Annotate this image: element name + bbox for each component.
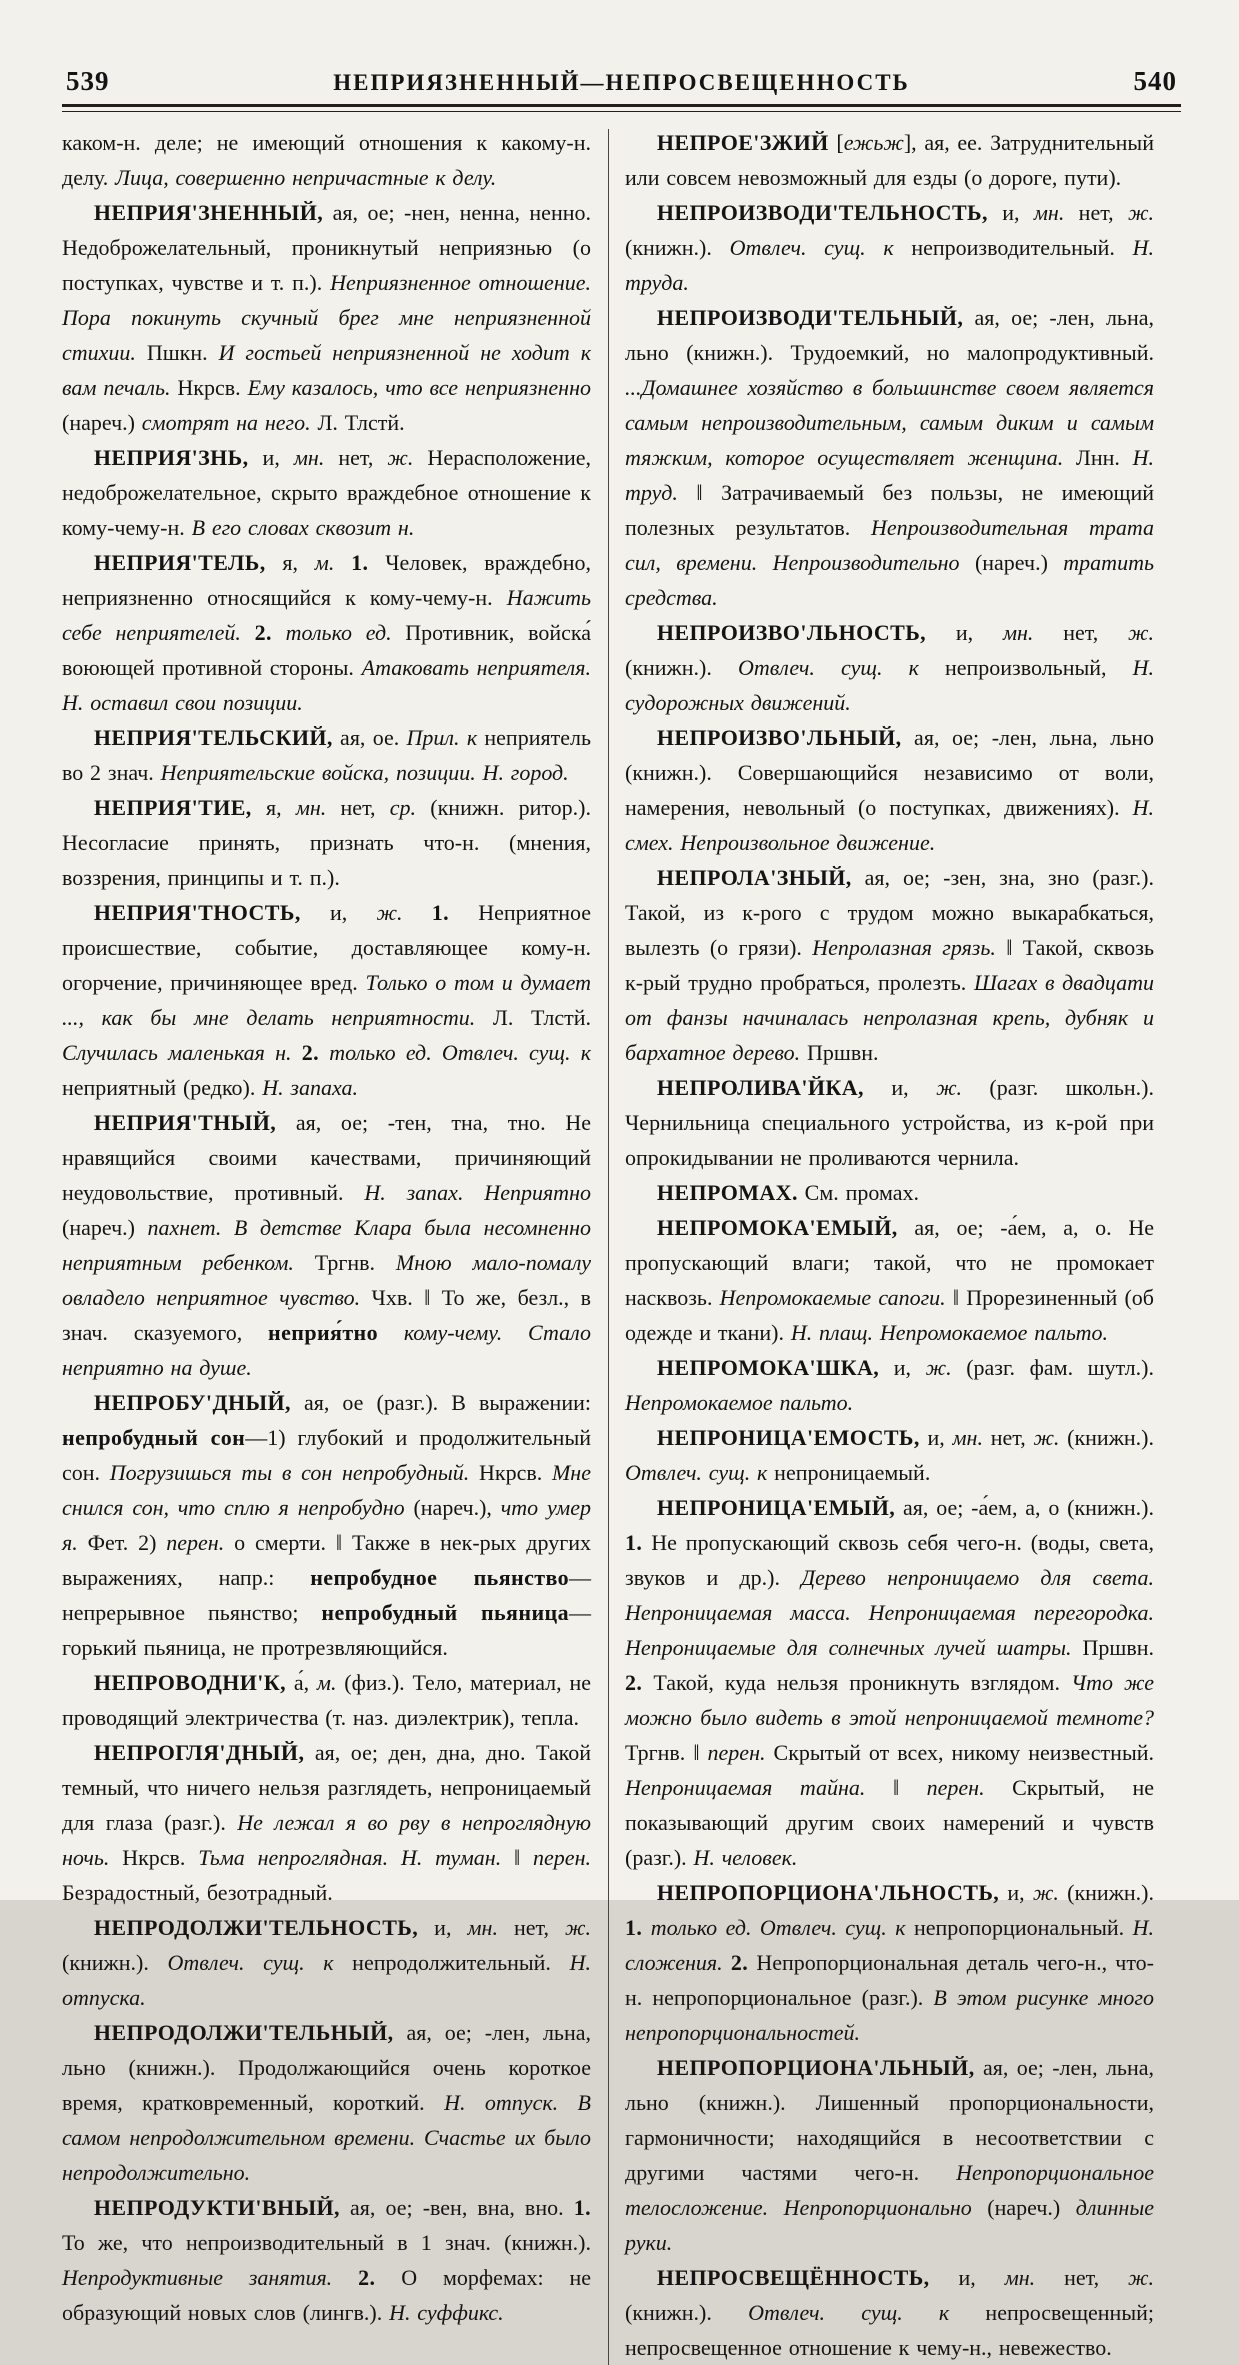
entry-example-italic: Мною мало-помалу овладело неприятное чувство. [62,1250,591,1310]
dictionary-entry [625,2260,1154,2365]
entry-text: (нареч.), [404,1495,501,1520]
entry-example-italic: смотрят на него. [141,410,311,435]
entry-text: ая, ое; -лен, льна, льно (книжн.). Продолжающийся очень короткое время, кратковременный, короткий. [62,2020,591,2115]
entry-headword-or-bold: НЕПРОСВЕЩЁННОСТЬ, [656,2265,930,2290]
entry-example-italic: Н. плащ. Непромокаемое пальто. [790,1320,1108,1345]
entry-example-italic: только ед. Отвлеч. сущ. к [329,1040,591,1065]
entry-example-italic: Непролазная грязь. [812,935,996,960]
entry-text: Пшкн. [135,340,219,365]
entry-headword-or-bold: НЕПРОИЗВОДИ'ТЕЛЬНОСТЬ, [656,200,988,225]
entry-example-italic: В его словах сквозит н. [191,515,415,540]
entry-example-italic: Случилась маленькая н. [62,1040,292,1065]
entry-headword-or-bold: НЕПРОНИЦА'ЕМОСТЬ, [656,1425,920,1450]
entry-example-italic: Отвлеч. сущ. к [729,235,894,260]
entry-text: (книжн.). [625,655,738,680]
entry-text [292,1040,302,1065]
entry-example-italic: Н. труда. [625,235,1154,295]
entry-text: ая, ое. [332,725,407,750]
dictionary-entry [62,2015,591,2190]
entry-headword-or-bold: 2. [358,2265,376,2290]
entry-example-italic: Мне снился сон, что сплю я непробудно [62,1460,591,1520]
entry-text [332,2265,358,2290]
dictionary-entry [62,1105,591,1385]
dictionary-entry [625,1420,1154,1490]
entry-example-italic: ж. [387,445,414,470]
entry-example-italic: мн. [1004,2265,1036,2290]
entry-text: ая, ое; -лен, льна, льно (книжн.). Совершающийся независимо от воли, намерения, невольный (о поступках, движениях). [625,725,1154,820]
dictionary-entry [625,1350,1154,1420]
entry-example-italic: ср. [389,795,417,820]
entry-example-italic: мн. [467,1915,498,1940]
dictionary-entry [62,790,591,895]
entry-headword-or-bold: НЕПРИЯ'ТНЫЙ, [93,1110,277,1135]
entry-text: непросвещенный; непросвещенное отношение к чему-н., невежество. [625,2300,1154,2360]
entry-example-italic: мн. [1033,200,1065,225]
entry-text: я, [251,795,296,820]
entry-headword-or-bold: НЕПРОГЛЯ'ДНЫЙ, [93,1740,305,1765]
entry-text: (нареч.) [62,410,142,435]
entry-text: ая, ое; -лен, льна, льно (книжн.). Трудоемкий, но малопродуктивный. [625,305,1154,365]
entry-example-italic: мн. [952,1425,983,1450]
entry-example-italic: ж. [565,1915,591,1940]
entry-text: ‖ Прорезиненный (об одежде и ткани). [625,1285,1154,1345]
entry-example-italic: Погрузишься ты в сон непробудный. [109,1460,470,1485]
entry-text: (книжн.). [1059,1425,1154,1450]
dictionary-entry [62,1665,591,1735]
dictionary-entry [625,125,1154,195]
entry-example-italic: перен. [533,1845,591,1870]
entry-text: Л. Тлстй. [310,410,405,435]
entry-example-italic: ж. [1128,620,1154,645]
entry-text [241,620,255,645]
entry-headword-or-bold: неприя́тно [268,1320,379,1345]
entry-text: я, [265,550,315,575]
entry-text [319,1040,329,1065]
entry-example-italic: Непропорциональное телосложение. Непропорционально [625,2160,1154,2220]
entry-example-italic: Н. труд. [625,445,1154,505]
entry-text: каком-н. деле; не имеющий отношения к какому-н. делу. [62,130,591,190]
dictionary-entry [62,195,591,440]
entry-headword-or-bold: 1. [431,900,450,925]
entry-headword-or-bold: НЕПРИЯ'ТНОСТЬ, [93,900,301,925]
entry-example-italic: Н. судорожных движений. [625,655,1155,715]
entry-example-italic: Только о том и думает ..., как бы мне делать неприятности. [62,970,591,1030]
entry-headword-or-bold: НЕПРОПОРЦИОНА'ЛЬНОСТЬ, [656,1880,1000,1905]
entry-text: нет, [324,445,388,470]
entry-headword-or-bold: НЕПРИЯ'ТИЕ, [93,795,252,820]
column-right [625,125,1154,2365]
entry-example-italic: Непроизводительная трата сил, времени. Непроизводительно [625,515,1154,575]
entry-example-italic: ж. [1128,200,1154,225]
entry-headword-or-bold: НЕПРОДОЛЖИ'ТЕЛЬНОСТЬ, [93,1915,419,1940]
dictionary-entry [625,2050,1154,2260]
entry-example-italic: Не лежал я во рву в непроглядную ночь. [62,1810,591,1870]
dictionary-entry [625,860,1154,1070]
entry-text: ая, ое; -а́ем, а, о. Не пропускающий влаги; такой, что не промокает насквозь. [625,1215,1154,1310]
entry-text: —1) глубокий и продолжительный сон. [62,1425,592,1485]
entry-example-italic: В этом рисунке много непропорциональностей. [625,1985,1154,2045]
entry-headword-or-bold: НЕПРОДОЛЖИ'ТЕЛЬНЫЙ, [93,2020,394,2045]
entry-example-italic: ж. [1128,2265,1154,2290]
entry-text [402,900,431,925]
entry-example-italic: только ед. [285,620,392,645]
entry-example-italic: ж. [1032,1880,1059,1905]
entry-example-italic: Н. суффикс. [389,2300,504,2325]
entry-example-italic: Неприятельские войска, позиции. Н. город. [160,760,569,785]
entry-text: (книжн.). [62,1950,168,1975]
entry-text [272,620,286,645]
entry-example-italic: м. [316,1670,337,1695]
entry-example-italic: Непроницаемая тайна. [625,1775,866,1800]
entry-example-italic: пахнет. В детстве Клара была несомненно неприятным ребенком. [62,1215,591,1275]
entry-headword-or-bold: 2. [625,1670,643,1695]
entry-headword-or-bold: НЕПРИЯ'ТЕЛЬСКИЙ, [93,725,333,750]
entry-text: и, [919,1425,953,1450]
entry-text: и, [300,900,377,925]
entry-example-italic: тратить средства. [625,550,1154,610]
entry-text: ‖ Затрачиваемый без пользы, не имеющий полезных результатов. [625,480,1154,540]
entry-text: О морфемах: не образующий новых слов (лингв.). [62,2265,591,2325]
entry-headword-or-bold: НЕПРОБУ'ДНЫЙ, [93,1390,291,1415]
entry-text: и, [929,2265,1005,2290]
entry-text: —горький пьяница, не протрезвляющийся. [62,1600,591,1660]
entry-headword-or-bold: НЕПРОЕ'ЗЖИЙ [656,130,829,155]
dictionary-entry [62,2190,591,2330]
entry-example-italic: Н. отпуск. В самом непродолжительном времени. Счастье их было непродолжительно. [62,2090,591,2185]
entry-example-italic: Отвлеч. сущ. к [625,1460,768,1485]
entry-text [334,550,351,575]
entry-headword-or-bold: НЕПРОДУКТИ'ВНЫЙ, [93,2195,340,2220]
entry-text: ая, ое; -лен, льна, льно (книжн.). Лишенный пропорциональности, гармоничности; находящийся в несоответствии с другими частями чего-н. [625,2055,1154,2185]
entry-headword-or-bold: 2. [730,1950,749,1975]
entry-headword-or-bold: непробудный пьяница [321,1600,569,1625]
entry-text: непроизводительный. [893,235,1133,260]
entry-text: ‖ [865,1775,927,1800]
entry-text: нет, [1035,2265,1129,2290]
text-columns [0,112,1239,2365]
entry-example-italic: Н. смех. Непроизвольное движение. [625,795,1154,855]
entry-example-italic: Н. сложения. [625,1915,1154,1975]
entry-text: и, [248,445,294,470]
entry-text: [ [828,130,844,155]
entry-example-italic: Прил. к [406,725,478,750]
entry-example-italic: ...Домашнее хозяйство в большинстве своем является самым непроизводительным, самым диким и самым тяжким, которое осуществляет женщина. [625,375,1154,470]
entry-text: Безрадостный, безотрадный. [62,1880,333,1905]
entry-text: Нкрсв. [469,1460,552,1485]
entry-text: —непрерывное пьянство; [62,1565,591,1625]
dictionary-entry [625,720,1154,860]
entry-example-italic: Непродуктивные занятия. [62,2265,333,2290]
entry-text: Неприятное происшествие, событие, доставляющее кому-н. огорчение, причиняющее вред. [62,900,591,995]
entry-text: Пршвн. [800,1040,879,1065]
dictionary-entry [625,195,1154,300]
column-left [62,125,591,2330]
entry-text: непроизвольный, [918,655,1133,680]
entry-example-italic: Ему казалось, что все неприязненно [247,375,591,400]
entry-text: и, [418,1915,468,1940]
entry-headword-or-bold: НЕПРОМОКА'ЕМЫЙ, [656,1215,898,1240]
dictionary-entry [625,300,1154,615]
entry-headword-or-bold: НЕПРИЯ'ЗНЬ, [93,445,249,470]
entry-text: (книжн. ритор.). Несогласие принять, признать что-н. (мнения, воззрения, принципы и т. п.). [62,795,591,890]
entry-example-italic: длинные руки. [625,2195,1154,2255]
entry-example-italic: Н. запаха. [262,1075,358,1100]
entry-headword-or-bold: НЕПРОИЗВО'ЛЬНОСТЬ, [656,620,927,645]
entry-headword-or-bold: НЕПРИЯ'ЗНЕННЫЙ, [93,200,324,225]
entry-text [642,1915,650,1940]
entry-text: непропорциональный. [905,1915,1133,1940]
dictionary-entry [625,1210,1154,1350]
entry-text: непроницаемый. [767,1460,931,1485]
entry-text: (нареч.) [971,2195,1076,2220]
entry-headword-or-bold: 1. [351,550,369,575]
entry-text: ая, ое; -нен, ненна, ненно. Недоброжелательный, проникнутый неприязнью (о поступках, чувстве и т. п.). [62,200,591,295]
entry-example-italic: Отвлеч. сущ. к [167,1950,334,1975]
entry-example-italic: мн. [1002,620,1034,645]
entry-example-italic: перен. [926,1775,985,1800]
dictionary-entry [62,895,591,1105]
entry-example-italic: Атаковать неприятеля. Н. оставил свои позиции. [62,655,591,715]
entry-example-italic: ежьж [843,130,904,155]
entry-example-italic: ж. [1033,1425,1060,1450]
entry-text: непродолжительный. [333,1950,570,1975]
dictionary-entry [625,1175,1154,1210]
entry-text: ая, ое; -тен, тна, тно. Не нравящийся своими качествами, причиняющий неудовольствие, противный. [62,1110,591,1205]
entry-example-italic: перен. [166,1530,225,1555]
entry-example-italic: Непромокаемые сапоги. [719,1285,946,1310]
header-rule [62,104,1181,112]
entry-text: Л. Тлстй. [475,1005,591,1030]
entry-text: Тргнв. ‖ [625,1740,708,1765]
running-head: НЕПРИЯЗНЕННЫЙ—НЕПРОСВЕЩЕННОСТЬ [333,70,910,95]
page-number-right: 540 [1133,66,1177,96]
entry-example-italic: Что же можно было видеть в этой непроницаемой темноте? [625,1670,1154,1730]
entry-text: Скрытый от всех, никому неизвестный. [765,1740,1154,1765]
entry-text: Нкрсв. [170,375,248,400]
entry-text: нет, [1064,200,1129,225]
entry-headword-or-bold: 1. [573,2195,591,2220]
dictionary-entry [62,1735,591,1910]
entry-text: Противник, войска́ воюющей противной стороны. [62,620,591,680]
entry-example-italic: ж. [936,1075,963,1100]
entry-example-italic: ж. [925,1355,952,1380]
entry-text: нет, [497,1915,566,1940]
dictionary-entry [62,545,591,720]
entry-text: ], ая, ее. Затруднительный или совсем невозможный для езды (о дороге, пути). [625,130,1154,190]
dictionary-entry [62,1385,591,1665]
entry-example-italic: что умер я. [62,1495,591,1555]
entry-example-italic: мн. [295,795,327,820]
entry-text: Непропорциональная деталь чего-н., что-н. непропорциональное (разг.). [625,1950,1154,2010]
entry-text: См. промах. [797,1180,919,1205]
entry-text: ая, ое (разг.). В выражении: [290,1390,591,1415]
entry-text: и, [863,1075,937,1100]
entry-headword-or-bold: НЕПРОМОКА'ШКА, [656,1355,880,1380]
entry-example-italic: м. [314,550,335,575]
entry-text [723,1950,731,1975]
dictionary-entry [625,1875,1154,2050]
entry-headword-or-bold: НЕПРИЯ'ТЕЛЬ, [93,550,266,575]
entry-text: ая, ое; -зен, зна, зно (разг.). Такой, из к-рого с трудом можно выкарабкаться, вылезть (о грязи). [625,865,1154,960]
dictionary-entry [62,1910,591,2015]
entry-text: Лнн. [1063,445,1133,470]
entry-text: (книжн.). [625,235,730,260]
entry-text: Тргнв. [293,1250,396,1275]
entry-text: ая, ое; ден, дна, дно. Такой темный, что ничего нельзя разглядеть, непроницаемый для глаза (разг.). [62,1740,591,1835]
entry-example-italic: перен. [707,1740,766,1765]
entry-text: Скрытый, не показывающий другим своих намерений и чувств (разг.). [625,1775,1154,1870]
entry-example-italic: Шагах в двадцати от фанзы начиналась непролазная крепь, дубняк и бархатное дерево. [625,970,1154,1065]
entry-example-italic: Н. отпуска. [62,1950,591,2010]
entry-headword-or-bold: НЕПРОИЗВОДИ'ТЕЛЬНЫЙ, [656,305,964,330]
entry-text: То же, что непроизводительный в 1 знач. (книжн.). [62,2230,591,2255]
entry-text: неприятель во 2 знач. [62,725,591,785]
entry-text: (нареч.) [959,550,1064,575]
entry-text: о смерти. ‖ Также в нек-рых других выражениях, напр.: [62,1530,591,1590]
entry-example-italic: Отвлеч. сущ. к [748,2300,950,2325]
entry-example-italic: Нажить себе неприятелей. [62,585,591,645]
column-divider [608,129,609,2365]
entry-text: ая, ое; -а́ем, а, о (книжн.). [895,1495,1154,1520]
entry-text: (книжн.). [1058,1880,1154,1905]
entry-example-italic: мн. [293,445,325,470]
entry-example-italic: Н. запах. Неприятно [364,1180,591,1205]
entry-example-italic: только ед. Отвлеч. сущ. к [650,1915,906,1940]
dictionary-entry [625,1070,1154,1175]
entry-text [378,1320,404,1345]
dictionary-entry [62,440,591,545]
entry-headword-or-bold: 2. [301,1040,320,1065]
entry-text: Не пропускающий сквозь себя чего-н. (воды, света, звуков и др.). [625,1530,1154,1590]
entry-example-italic: Тьма непроглядная. Н. туман. [198,1845,502,1870]
entry-example-italic: кому-чему. Стало неприятно на душе. [62,1320,591,1380]
entry-example-italic: Лица, совершенно непричастные к делу. [115,165,497,190]
entry-text: Человек, враждебно, неприязненно относящийся к кому-чему-н. [62,550,592,610]
entry-text: Пршвн. [1071,1635,1154,1660]
entry-text: Нкрсв. [109,1845,199,1870]
entry-example-italic: Неприязненное отношение. Пора покинуть скучный брег мне неприязненной стихии. [62,270,592,365]
entry-text: ‖ [501,1845,534,1870]
entry-headword-or-bold: 2. [254,620,272,645]
entry-example-italic: Непромокаемое пальто. [625,1390,854,1415]
dictionary-entry [625,1490,1154,1875]
entry-example-italic: ж. [376,900,403,925]
entry-text: Нерасположение, недоброжелательное, скрыто враждебное отношение к кому-чему-н. [62,445,592,540]
page-header [0,0,1239,97]
dictionary-entry [625,615,1154,720]
entry-text: (книжн.). [625,2300,749,2325]
entry-headword-or-bold: непробудный сон [62,1425,246,1450]
entry-example-italic: Н. человек. [693,1845,798,1870]
entry-text: ая, ое; -вен, вна, вно. [339,2195,574,2220]
entry-text: неприятный (редко). [62,1075,263,1100]
entry-headword-or-bold: НЕПРОВОДНИ'К, [93,1670,287,1695]
page-number-left: 539 [66,66,110,96]
entry-headword-or-bold: 1. [625,1915,643,1940]
entry-headword-or-bold: НЕПРОПОРЦИОНА'ЛЬНЫЙ, [656,2055,975,2080]
entry-text: и, [926,620,1003,645]
entry-headword-or-bold: НЕПРОМАХ. [656,1180,798,1205]
entry-text: нет, [982,1425,1034,1450]
dictionary-entry [62,125,591,195]
entry-text: (нареч.) [62,1215,148,1240]
entry-text: ‖ Такой, сквозь к-рый трудно пробраться, пролезть. [625,935,1154,995]
entry-headword-or-bold: НЕПРОНИЦА'ЕМЫЙ, [656,1495,896,1520]
entry-headword-or-bold: НЕПРОИЗВО'ЛЬНЫЙ, [656,725,902,750]
dictionary-entry [62,720,591,790]
entry-headword-or-bold: 1. [625,1530,643,1555]
entry-example-italic: Дерево непроницаемо для света. Непроницаемая масса. Непроницаемая перегородка. Непроницаемые для солнечных лучей шатры. [625,1565,1154,1660]
entry-text: (разг. фам. шутл.). [951,1355,1154,1380]
entry-text: (физ.). Тело, материал, не проводящий электричества (т. наз. диэлектрик), тепла. [62,1670,592,1730]
entry-text: Такой, куда нельзя проникнуть взглядом. [642,1670,1071,1695]
entry-text: и, [879,1355,926,1380]
entry-example-italic: И гостьей неприязненной не ходит к вам печаль. [62,340,591,400]
entry-text: нет, [326,795,390,820]
entry-text: и, [987,200,1034,225]
entry-text: Фет. 2) [77,1530,167,1555]
entry-example-italic: Отвлеч. сущ. к [737,655,919,680]
entry-text: Чхв. ‖ То же, безл., в знач. сказуемого, [62,1285,591,1345]
entry-text: нет, [1033,620,1129,645]
entry-text: а́, [286,1670,317,1695]
entry-text: и, [999,1880,1033,1905]
entry-headword-or-bold: НЕПРОЛИВА'ЙКА, [656,1075,864,1100]
entry-headword-or-bold: НЕПРОЛА'ЗНЫЙ, [656,865,852,890]
entry-headword-or-bold: непробудное пьянство [310,1565,569,1590]
entry-text: (разг. школьн.). Чернильница специального устройства, из к-рой при опрокидывании не проливаются чернила. [625,1075,1154,1170]
